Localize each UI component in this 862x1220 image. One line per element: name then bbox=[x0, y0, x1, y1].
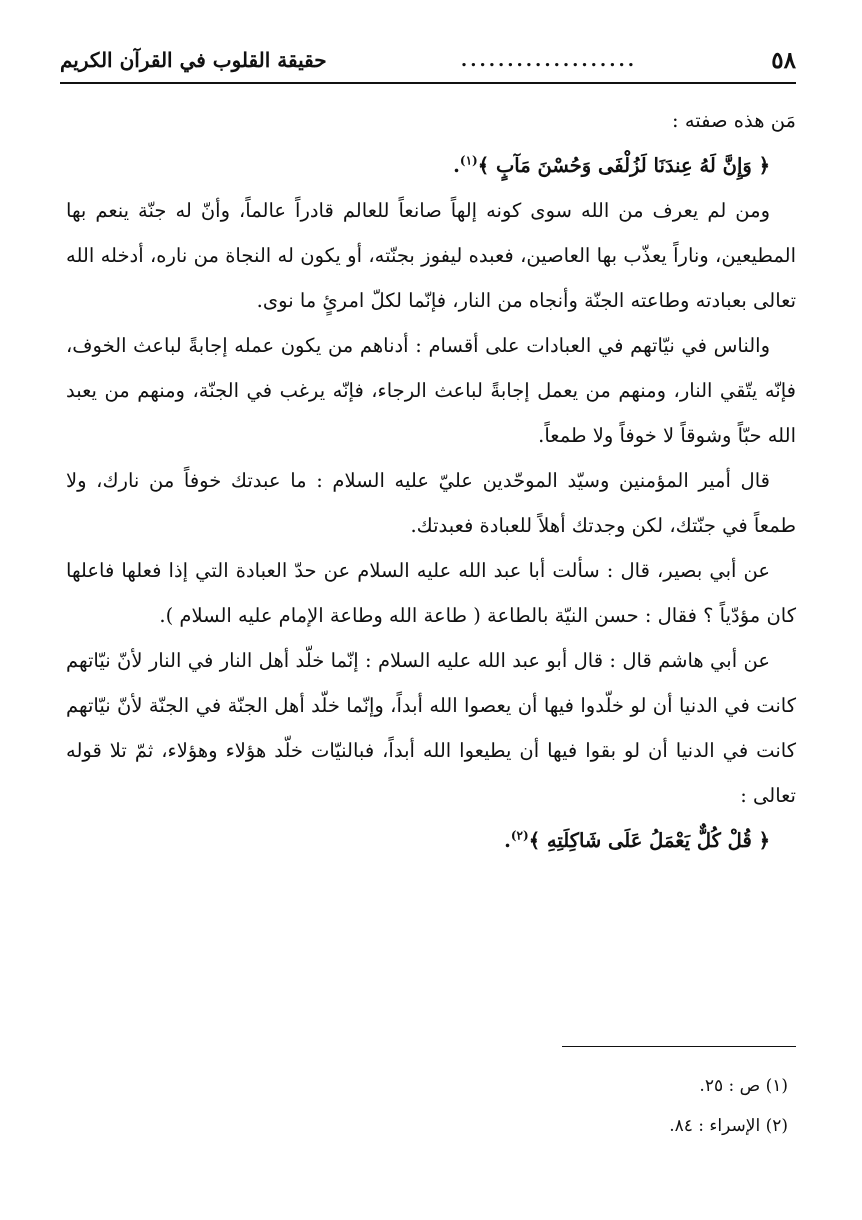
page-number: ٥٨ bbox=[771, 46, 796, 74]
verse-text: ﴿ وَإِنَّ لَهُ عِندَنَا لَزُلْفَى وَحُسْنَ مَآبٍ ﴾ bbox=[477, 154, 770, 177]
paragraph-text: والناس في نيّاتهم في العبادات على أقسام : أدناهم من يكون عمله إجابةً لباعث الخوف، فإنّه يتّقي النار، ومنهم من يعمل إجابةً لباعث الرجاء، فإنّه يرغب في الجنّة، ومنهم من يعبد الله حبّاً وشوقاً لا خوفاً ولا طمعاً. bbox=[66, 334, 796, 447]
paragraph-text: مَن هذه صفته : bbox=[672, 109, 796, 132]
verse-end-punct: . bbox=[453, 154, 460, 177]
paragraph bbox=[66, 638, 796, 818]
paragraph bbox=[66, 323, 796, 458]
footnote-item bbox=[66, 1106, 788, 1146]
footnote-text: الإسراء : ٨٤. bbox=[669, 1116, 761, 1136]
footnote-number: (١) bbox=[765, 1076, 788, 1096]
body-text bbox=[66, 98, 796, 863]
footnote-divider bbox=[562, 1046, 796, 1047]
paragraph-text: عن أبي بصير، قال : سألت أبا عبد الله عليه السلام عن حدّ العبادة التي إذا فعلها فاعلها كان مؤدّياً ؟ فقال : حسن النيّة بالطاعة ( طاعة الله وطاعة الإمام عليه السلام ). bbox=[66, 559, 796, 627]
footnotes bbox=[66, 1066, 788, 1146]
verse-text: ﴿ قُلْ كُلٌّ يَعْمَلُ عَلَى شَاكِلَتِهِ ﴾ bbox=[528, 829, 770, 852]
running-header bbox=[60, 40, 796, 80]
header-leader-dots: ................... bbox=[460, 49, 637, 71]
paragraph-intro bbox=[66, 98, 796, 143]
footnote-text: ص : ٢٥. bbox=[699, 1076, 761, 1096]
paragraph-text: قال أمير المؤمنين وسيّد الموحّدين عليّ عليه السلام : ما عبدتك خوفاً من نارك، ولا طمعاً في جنّتك، لكن وجدتك أهلاً للعبادة فعبدتك. bbox=[66, 469, 796, 537]
footnote-ref-2: (٢) bbox=[510, 828, 529, 843]
book-title: حقيقة القلوب في القرآن الكريم bbox=[60, 48, 327, 72]
header-divider bbox=[60, 82, 796, 84]
verse-end-punct: . bbox=[504, 829, 511, 852]
paragraph bbox=[66, 458, 796, 548]
footnote-item bbox=[66, 1066, 788, 1106]
paragraph bbox=[66, 548, 796, 638]
footnote-number: (٢) bbox=[765, 1116, 788, 1136]
footnote-ref-1: (١) bbox=[459, 153, 478, 168]
paragraph-text: ومن لم يعرف من الله سوى كونه إلهاً صانعاً للعالم قادراً عالماً، وأنّ له جنّة ينعم بها المطيعين، وناراً يعذّب بها العاصين، فعبده ليفوز بجنّته، أو يكون له النجاة من ناره، أدخله الله تعالى بعبادته وطاعته الجنّة وأنجاه من النار، فإنّما لكلّ امرئٍ ما نوى. bbox=[66, 199, 796, 312]
quran-verse-1 bbox=[66, 143, 796, 188]
paragraph bbox=[66, 188, 796, 323]
quran-verse-2 bbox=[66, 818, 796, 863]
paragraph-text: عن أبي هاشم قال : قال أبو عبد الله عليه السلام : إنّما خلّد أهل النار في النار لأنّ نيّاتهم كانت في الدنيا أن لو خلّدوا فيها أن يعصوا الله أبداً، وإنّما خلّد أهل الجنّة في الجنّة لأنّ نيّاتهم كانت في الدنيا أن لو بقوا فيها أن يطيعوا الله أبداً، فبالنيّات خلّد هؤلاء وهؤلاء، ثمّ تلا قوله تعالى : bbox=[66, 649, 796, 807]
